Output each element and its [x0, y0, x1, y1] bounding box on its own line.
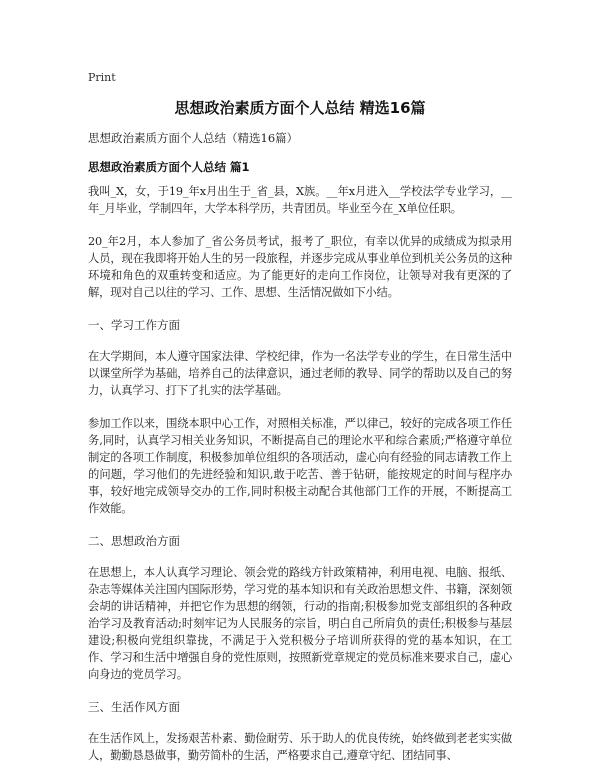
print-label: Print: [88, 71, 116, 84]
paragraph: 在大学期间，本人遵守国家法律、学校纪律，作为一名法学专业的学生，在日常生活中以课堂所学为基础，培养自己的法律意识，通过老师的教导、同学的帮助以及自己的努力，认真学习、打下了扎实的法学基础。: [88, 350, 512, 397]
paragraph: 我叫_X，女，于19_年x月出生于_省_县，X族。__年x月进入__学校法学专业学习，__年_月毕业，学制四年，大学本科学历，共青团员。毕业至今在_X单位任职。: [88, 185, 512, 215]
document-body: [88, 183, 512, 780]
document-title: 思想政治素质方面个人总结 精选16篇: [174, 99, 426, 117]
subsection-heading: 二、思想政治方面: [88, 534, 180, 548]
subsection-heading: 三、生活作风方面: [88, 700, 180, 714]
subsection-heading: 一、学习工作方面: [88, 318, 180, 332]
paragraph: 20_年2月，本人参加了_省公务员考试，报考了_职位，有幸以优异的成绩成为拟录用人员，现在我即将开始人生的另一段旅程，并逐步完成从事业单位到机关公务员的这种环境和角色的双重转变和适应。为了能更好的走向工作岗位，让领导对我有更深的了解，现对自己以往的学习、工作、思想、生活情况做如下小结。: [88, 235, 512, 299]
paragraph: 在思想上，本人认真学习理论、领会党的路线方针政策精神，利用电视、电脑、报纸、杂志等媒体关注国内国际形势，学习党的基本知识和有关政治思想文件、书籍，深刻领会胡的讲话精神，并把它作为思想的纲领，行动的指南;积极参加党支部组织的各种政治学习及教育活动;时刻牢记为人民服务的宗旨，明白自己所肩负的责任;积极参与基层建设;积极向党组织靠拢，不满足于入党积极分子培训所获得的党的基本知识，在工作、学习和生活中增强自身的党性原则，按照新党章规定的党员标准来要求自己，虚心向身边的党员学习。: [88, 566, 512, 681]
paragraph: 在生活作风上，发扬艰苦朴素、勤俭耐劳、乐于助人的优良传统，始终做到老老实实做人，勤勤恳恳做事，勤劳简朴的生活，严格要求自己,遵章守纪、团结同事、: [88, 732, 512, 762]
paragraph: 参加工作以来，围绕本职中心工作，对照相关标准，严以律己，较好的完成各项工作任务,同时，认真学习相关业务知识，不断提高自己的理论水平和综合素质;严格遵守单位制定的各项工作制度，积极参加单位组织的各项活动，虚心向有经验的同志请教工作上的问题，学习他们的先进经验和知识,敢于吃苦、善于钻研，能按规定的时间与程序办事，较好地完成领导交办的工作,同时积极主动配合其他部门工作的开展，不断提高工作效能。: [88, 417, 512, 515]
document-subtitle: 思想政治素质方面个人总结（精选16篇）: [88, 131, 299, 145]
section-title: 思想政治素质方面个人总结 篇1: [88, 160, 250, 174]
